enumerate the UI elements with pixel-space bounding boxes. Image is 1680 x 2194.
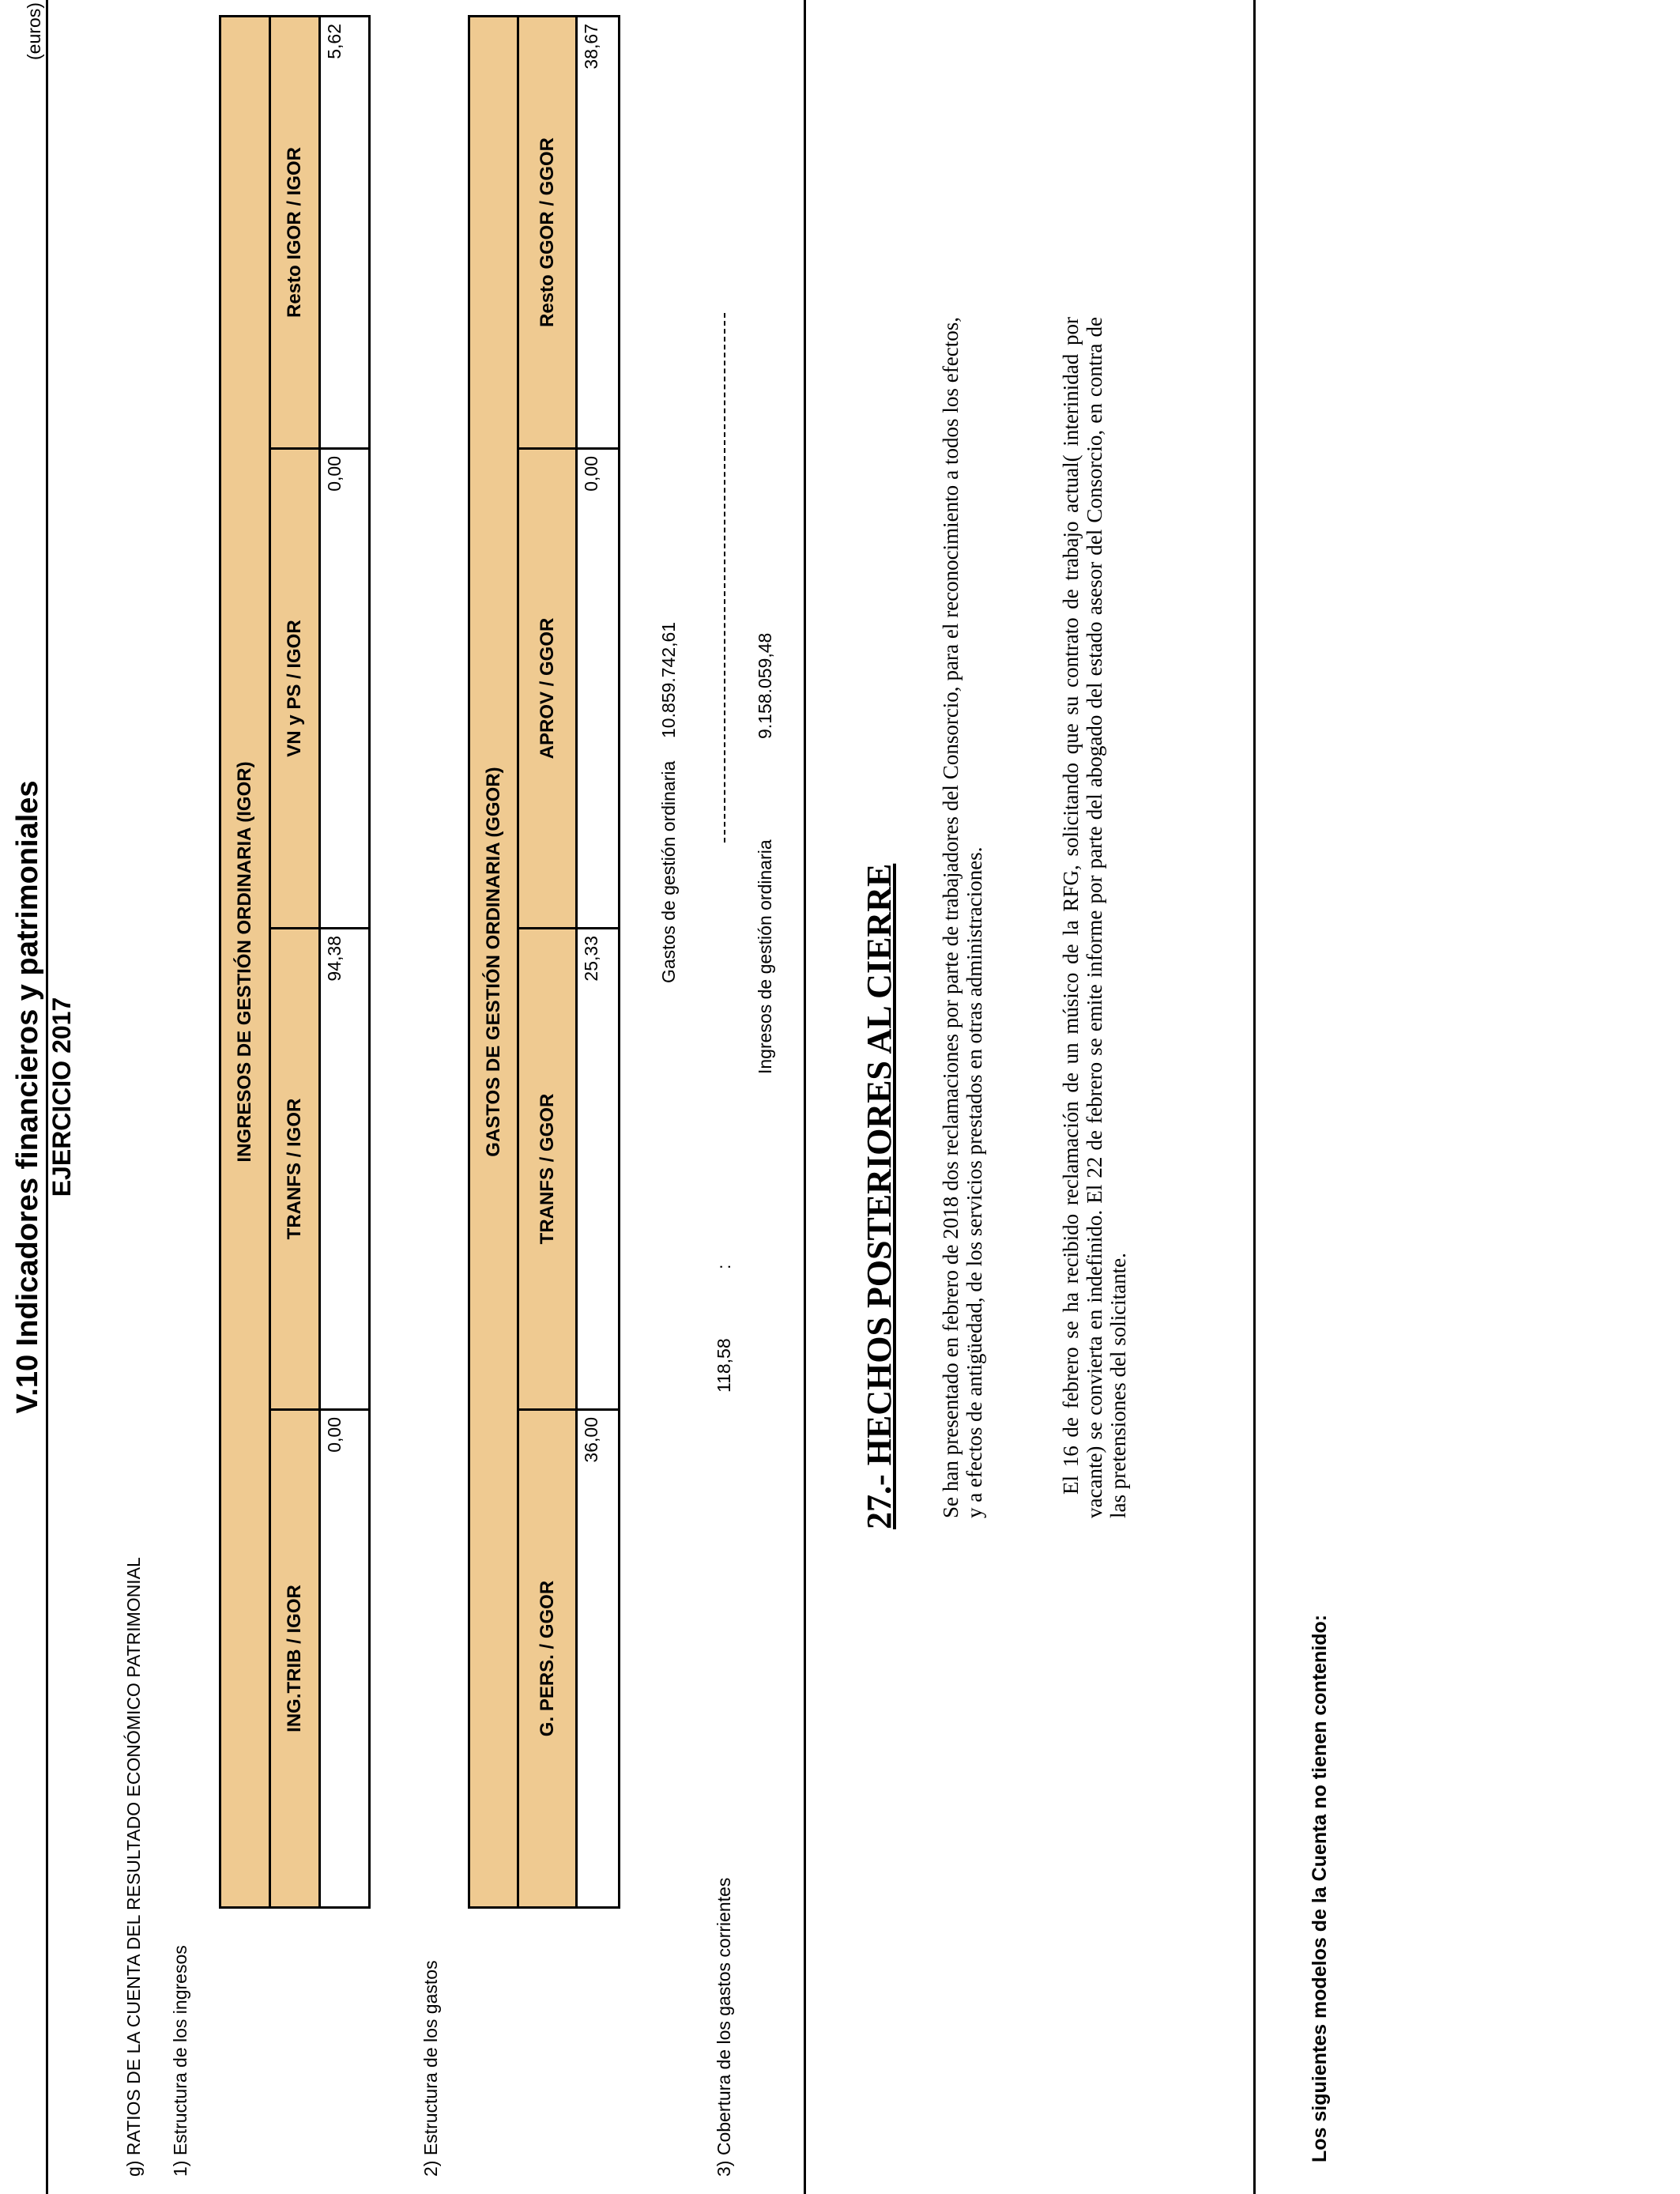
section-rule-1: [804, 0, 806, 2194]
expense-value-resto: 38,67: [577, 17, 620, 449]
fraction-bar: [724, 313, 725, 843]
coverage-denominator-label: Ingresos de gestión ordinaria: [755, 839, 775, 1074]
income-col-tranfs: TRANFS / IGOR: [270, 929, 320, 1410]
section-rule-2: [1253, 0, 1256, 2194]
income-structure-label: 1) Estructura de los ingresos: [170, 1945, 190, 2177]
income-col-ing-trib: ING.TRIB / IGOR: [270, 1410, 320, 1908]
income-col-resto: Resto IGOR / IGOR: [270, 17, 320, 449]
section-27-title: 27.- HECHOS POSTERIORES AL CIERRE: [860, 863, 898, 1529]
expense-col-tranfs: TRANFS / GGOR: [518, 929, 577, 1410]
page-title: V.10 Indicadores financieros y patrimoniales: [11, 780, 44, 1414]
expense-col-aprov: APROV / GGOR: [518, 449, 577, 929]
income-value-ing-trib: 0,00: [320, 1410, 370, 1908]
section-27-paragraph-1: Se han presentado en febrero de 2018 dos reclamaciones por parte de trabajadores del Consorcio, para el reconocimiento a todos los efectos, y a efectos de antigüedad, de los servicios prestados en otras administraciones.: [939, 317, 986, 1518]
income-ratio-table: [219, 15, 371, 1909]
income-value-tranfs: 94,38: [320, 929, 370, 1410]
coverage-numerator-value: 10.859.742,61: [658, 621, 679, 738]
coverage-label: 3) Cobertura de los gastos corrientes: [714, 1877, 734, 2177]
expense-col-resto: Resto GGOR / GGOR: [518, 17, 577, 449]
income-value-resto: 5,62: [320, 17, 370, 449]
coverage-denominator-value: 9.158.059,48: [755, 632, 775, 739]
expense-ratio-table: [468, 15, 620, 1909]
expense-col-g-pers: G. PERS. / GGOR: [518, 1410, 577, 1908]
section-27-paragraph-2: El 16 de febrero se ha recibido reclamación de un músico de la RFG, solicitando que su contrato de trabajo actual( interinidad por vacante) se convierta en indefinido. El 22 de febrero se emite informe por parte del abogado del estado asesor del Consorcio, en contra de las pretensiones del solicitante.: [1059, 317, 1130, 1518]
expense-structure-label: 2) Estructura de los gastos: [420, 1960, 441, 2177]
footer-note: Los siguientes modelos de la Cuenta no tienen contenido:: [1309, 1614, 1331, 2162]
unit-label: (euros): [24, 2, 44, 60]
expense-value-tranfs: 25,33: [577, 929, 620, 1410]
expense-value-g-pers: 36,00: [577, 1410, 620, 1908]
income-value-vn-ps: 0,00: [320, 449, 370, 929]
page-subtitle: EJERCICIO 2017: [47, 997, 76, 1197]
ratios-heading: g) RATIOS DE LA CUENTA DEL RESULTADO ECONÓMICO PATRIMONIAL: [123, 1557, 144, 2177]
expense-value-aprov: 0,00: [577, 449, 620, 929]
coverage-colon: :: [714, 1264, 734, 1269]
income-col-vn-ps: VN y PS / IGOR: [270, 449, 320, 929]
income-table-title: INGRESOS DE GESTIÓN ORDINARIA (IGOR): [220, 17, 270, 1908]
coverage-value: 118,58: [714, 1338, 734, 1393]
coverage-numerator-label: Gastos de gestión ordinaria: [658, 760, 679, 983]
expense-table-title: GASTOS DE GESTIÓN ORDINARIA (GGOR): [469, 17, 518, 1908]
